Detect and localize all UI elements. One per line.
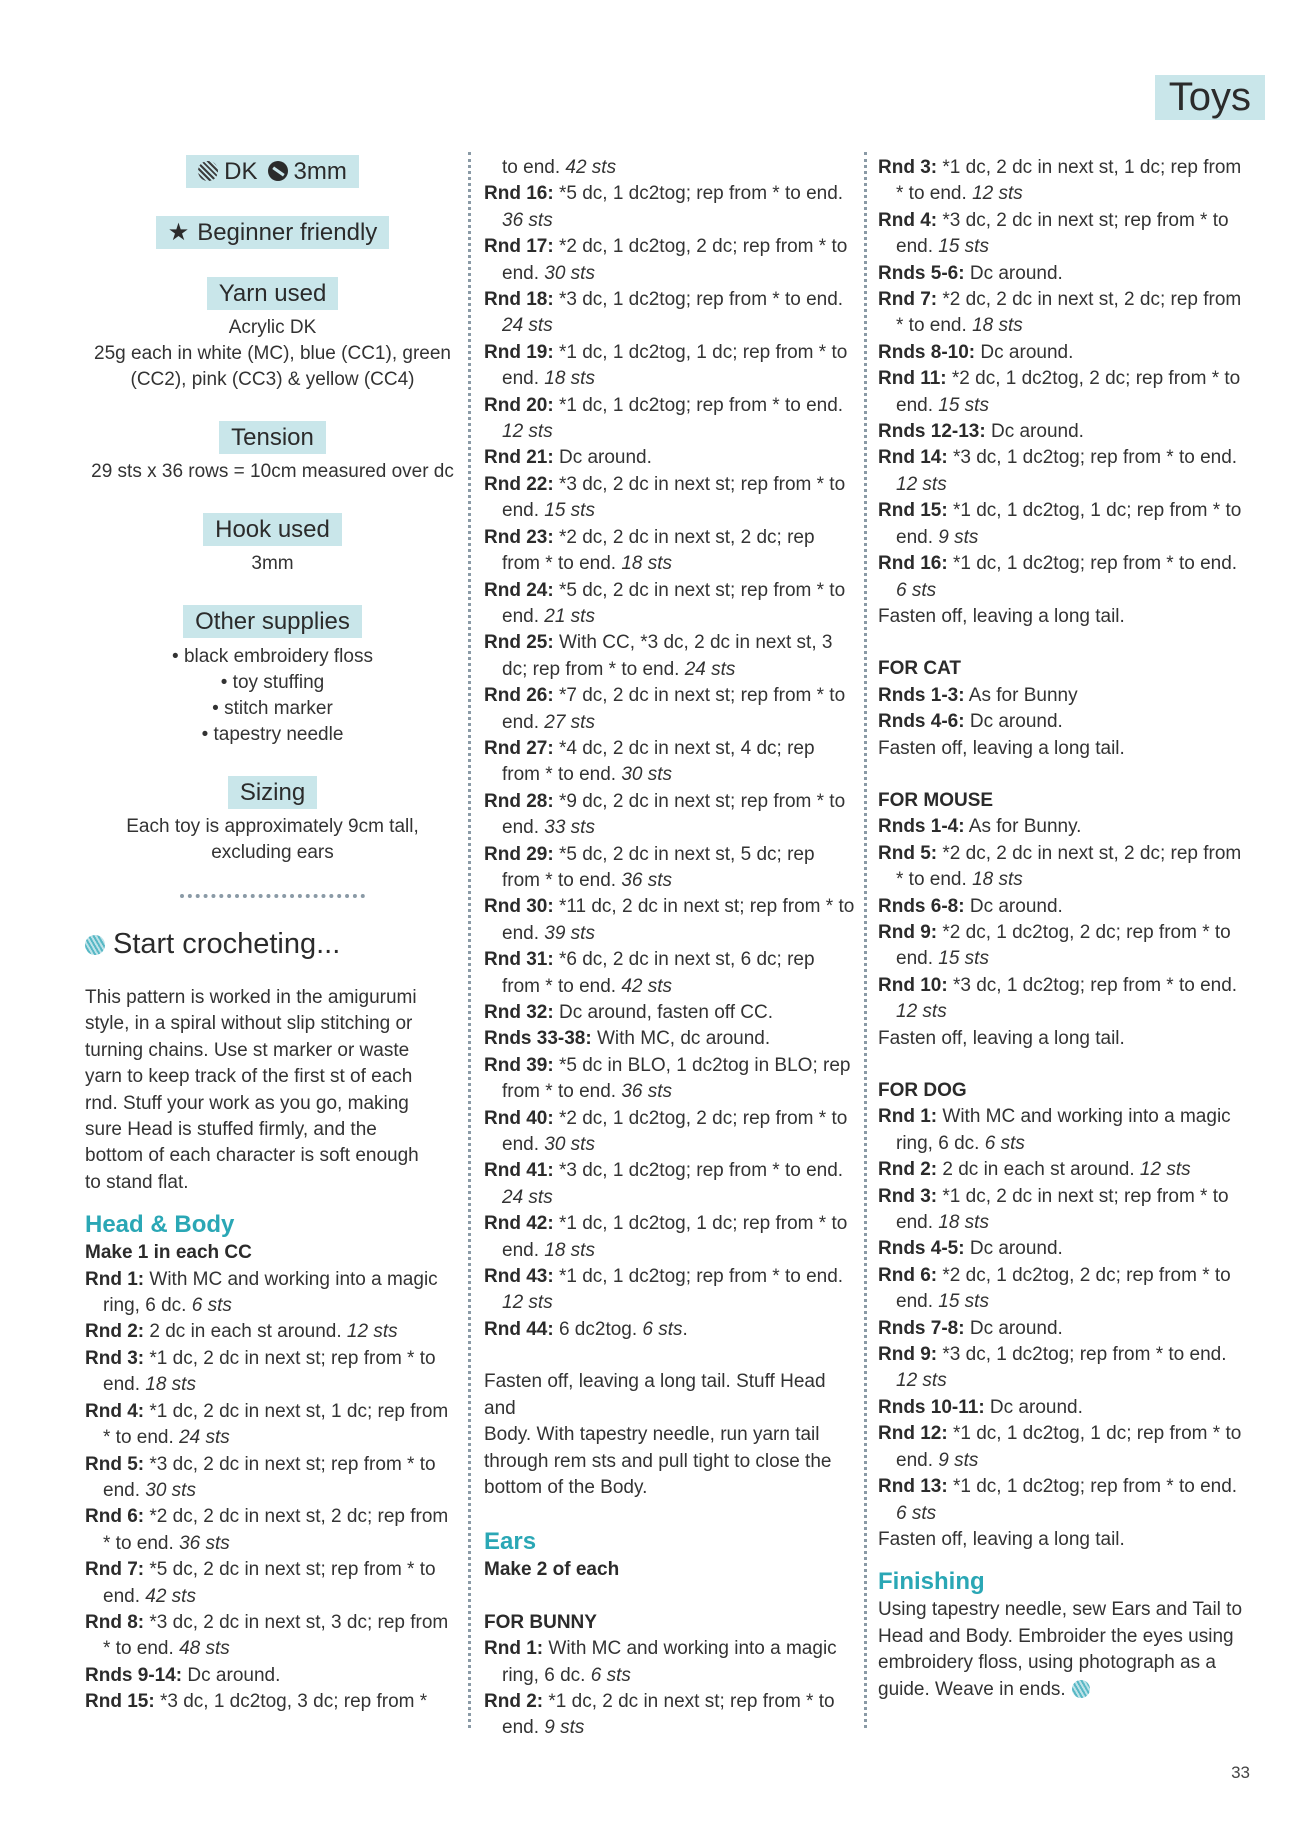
round-text: With MC and working into a magic ring, 6 dc. <box>896 1106 1231 1154</box>
round-label: Rnd 44: <box>484 1318 554 1340</box>
round-label: Rnds 4-5: <box>878 1238 965 1260</box>
round-label: Rnd 25: <box>484 632 554 654</box>
sizing-text: Each toy is approximately 9cm tall, excluding ears <box>126 816 419 863</box>
round-text: *2 dc, 1 dc2tog, 2 dc; rep from * to end. <box>896 368 1241 416</box>
round-text: *1 dc, 2 dc in next st; rep from * to end. <box>103 1347 436 1396</box>
round-list <box>878 1104 1250 1527</box>
round-label: Rnds 5-6: <box>878 262 965 284</box>
round-label: Rnd 27: <box>484 737 554 759</box>
instruction-round <box>878 261 1250 287</box>
round-text: *1 dc, 1 dc2tog, 1 dc; rep from * to end. <box>502 341 848 390</box>
stitch-count: 6 sts <box>984 1132 1025 1154</box>
round-label: Rnd 15: <box>878 500 948 522</box>
stitch-count: 24 sts <box>502 1186 553 1208</box>
instruction-round <box>484 1689 856 1742</box>
star-icon: ★ <box>167 219 190 246</box>
instruction-round <box>484 472 856 525</box>
list-item: • black embroidery floss <box>172 646 373 667</box>
round-label: Rnd 22: <box>484 473 554 495</box>
stitch-count: 12 sts <box>502 1292 553 1314</box>
stitch-count: 18 sts <box>621 553 673 575</box>
round-text: *3 dc, 2 dc in next st, 3 dc; rep from * to end. <box>103 1611 449 1660</box>
instruction-round <box>878 709 1250 735</box>
round-text: *2 dc, 1 dc2tog, 2 dc; rep from * to end. <box>896 921 1231 970</box>
sizing-heading: Sizing <box>228 776 317 809</box>
round-label: Rnd 43: <box>484 1266 554 1288</box>
round-label: Rnd 11: <box>878 368 947 390</box>
round-text: Dc around. <box>182 1664 281 1686</box>
round-text: 2 dc in each st around. <box>144 1321 347 1343</box>
stitch-count: 6 sts <box>896 579 937 601</box>
instruction-round <box>484 842 856 895</box>
round-label: Rnds 6-8: <box>878 895 965 917</box>
stitch-count: 12 sts <box>972 183 1023 205</box>
round-label: Rnd 21: <box>484 447 554 469</box>
stitch-count: 18 sts <box>938 1212 989 1234</box>
round-label: Rnds 12-13: <box>878 421 986 443</box>
instruction-round <box>878 1157 1250 1183</box>
round-label: Rnd 19: <box>484 341 554 363</box>
instruction-round <box>878 1316 1250 1342</box>
instruction-round <box>878 1104 1250 1157</box>
column-right <box>878 155 1250 1703</box>
instruction-round <box>484 789 856 842</box>
fasten-off-text: Fasten off, leaving a long tail. <box>878 1528 1125 1550</box>
round-suffix: . <box>682 1318 688 1340</box>
instruction-round <box>484 736 856 789</box>
mouse-heading: FOR MOUSE <box>878 789 994 811</box>
round-text: to end. <box>502 157 566 178</box>
round-label: Rnd 29: <box>484 843 554 865</box>
round-label: Rnd 3: <box>878 157 938 178</box>
instruction-round <box>878 551 1250 604</box>
round-label: Rnd 40: <box>484 1107 554 1129</box>
instruction-round <box>85 1663 460 1689</box>
round-label: Rnd 7: <box>878 289 938 311</box>
round-label: Rnd 7: <box>85 1559 145 1581</box>
round-label: Rnd 9: <box>878 1344 938 1366</box>
round-text: Dc around. <box>964 895 1063 917</box>
instruction-round <box>484 947 856 1000</box>
round-text: *7 dc, 2 dc in next st; rep from * to end. <box>502 685 846 733</box>
round-text: *2 dc, 1 dc2tog, 2 dc; rep from * to end. <box>896 1264 1231 1313</box>
round-label: Rnd 30: <box>484 896 554 918</box>
instruction-round <box>484 1264 856 1317</box>
round-text: *1 dc, 1 dc2tog; rep from * to end. <box>947 1476 1238 1498</box>
head-body-subtitle: Make 1 in each CC <box>85 1242 252 1264</box>
stitch-count: 42 sts <box>565 157 617 178</box>
round-text: *1 dc, 1 dc2tog, 1 dc; rep from * to end. <box>896 1423 1242 1471</box>
yarn-ball-icon <box>85 935 105 955</box>
instruction-round <box>85 1504 460 1557</box>
round-text: Dc around. <box>964 262 1063 284</box>
round-text: Dc around. <box>964 711 1063 733</box>
instruction-round <box>878 973 1250 1026</box>
round-text: *9 dc, 2 dc in next st; rep from * to end. <box>502 790 846 839</box>
instruction-round <box>878 894 1250 920</box>
instruction-round <box>484 287 856 340</box>
instruction-round <box>878 1236 1250 1262</box>
stitch-count: 6 sts <box>590 1664 631 1686</box>
round-text: *11 dc, 2 dc in next st; rep from * to end. <box>502 896 855 944</box>
ears-title: Ears <box>484 1528 537 1556</box>
instruction-round <box>85 1452 460 1505</box>
instruction-round <box>484 393 856 446</box>
round-text: *4 dc, 2 dc in next st, 4 dc; rep from * to end. <box>502 737 815 786</box>
instruction-round <box>484 1211 856 1264</box>
round-label: Rnd 5: <box>85 1453 145 1475</box>
round-text: *3 dc, 2 dc in next st; rep from * to end. <box>896 209 1229 258</box>
instruction-round <box>484 1158 856 1211</box>
round-text: With MC, dc around. <box>591 1028 771 1050</box>
level-badge <box>156 216 390 249</box>
cat-heading: FOR CAT <box>878 658 962 680</box>
round-text: *5 dc in BLO, 1 dc2tog in BLO; rep from * to end. <box>502 1054 851 1103</box>
instruction-round <box>484 578 856 631</box>
stitch-count: 30 sts <box>621 764 673 786</box>
round-text: *2 dc, 2 dc in next st, 2 dc; rep from * to end. <box>502 526 815 575</box>
round-label: Rnd 14: <box>878 447 948 469</box>
round-text: *5 dc, 1 dc2tog; rep from * to end. <box>553 183 844 205</box>
round-label: Rnd 41: <box>484 1160 554 1182</box>
round-label: Rnd 1: <box>484 1638 544 1660</box>
instruction-round <box>484 1106 856 1159</box>
round-text: As for Bunny <box>964 684 1078 706</box>
round-text: *2 dc, 2 dc in next st, 2 dc; rep from * to end. <box>896 842 1242 891</box>
round-label: Rnds 8-10: <box>878 341 976 363</box>
stitch-count: 39 sts <box>544 922 595 944</box>
fasten-off-text: Fasten off, leaving a long tail. <box>878 605 1125 627</box>
column-divider <box>468 152 471 1728</box>
stitch-count: 12 sts <box>346 1321 398 1343</box>
round-text: *1 dc, 1 dc2tog, 1 dc; rep from * to end. <box>502 1213 848 1261</box>
stitch-count: 18 sts <box>972 869 1023 891</box>
start-heading: Start crocheting... <box>85 928 460 961</box>
stitch-count: 42 sts <box>145 1585 196 1607</box>
round-label: Rnd 24: <box>484 579 554 601</box>
round-list <box>85 1267 460 1716</box>
round-text: *3 dc, 1 dc2tog; rep from * to end. <box>947 447 1238 469</box>
round-label: Rnd 4: <box>878 209 938 231</box>
round-text: *3 dc, 1 dc2tog; rep from * to end. <box>553 289 844 311</box>
round-text: As for Bunny. <box>964 816 1082 838</box>
stitch-count: 15 sts <box>544 500 595 522</box>
column-left <box>85 155 460 1716</box>
round-text: *3 dc, 2 dc in next st; rep from * to end. <box>502 473 846 522</box>
instruction-round <box>85 1610 460 1663</box>
round-label: Rnd 18: <box>484 289 554 311</box>
stitch-count: 36 sts <box>502 209 553 231</box>
round-text: With CC, *3 dc, 2 dc in next st, 3 dc; rep from * to end. <box>502 632 833 680</box>
list-item: • tapestry needle <box>201 724 344 745</box>
round-label: Rnd 16: <box>878 553 948 575</box>
instruction-round <box>878 208 1250 261</box>
round-label: Rnd 3: <box>85 1347 145 1369</box>
round-label: Rnd 6: <box>878 1264 938 1286</box>
round-label: Rnd 39: <box>484 1054 554 1076</box>
instruction-round <box>484 181 856 234</box>
column-middle <box>484 155 856 1742</box>
stitch-count: 6 sts <box>191 1295 232 1317</box>
round-list <box>878 683 1250 736</box>
instruction-round <box>484 683 856 736</box>
round-label: Rnd 2: <box>85 1321 145 1343</box>
stitch-count: 30 sts <box>544 262 595 284</box>
round-text: *1 dc, 1 dc2tog, 1 dc; rep from * to end. <box>896 500 1242 548</box>
round-label: Rnd 10: <box>878 974 948 996</box>
stitch-count: 27 sts <box>544 711 595 733</box>
round-label: Rnd 12: <box>878 1423 948 1445</box>
stitch-count: 15 sts <box>938 394 989 416</box>
round-label: Rnds 1-3: <box>878 684 965 706</box>
fasten-off-text: Fasten off, leaving a long tail. <box>878 737 1125 759</box>
stitch-count: 30 sts <box>544 1134 595 1156</box>
dog-heading: FOR DOG <box>878 1080 967 1101</box>
round-text: *5 dc, 2 dc in next st; rep from * to end. <box>103 1559 436 1607</box>
instruction-round <box>878 287 1250 340</box>
round-label: Rnds 9-14: <box>85 1664 183 1686</box>
stitch-count: 30 sts <box>145 1479 196 1501</box>
round-label: Rnd 13: <box>878 1476 948 1498</box>
round-text: *2 dc, 2 dc in next st, 2 dc; rep from * to end. <box>896 289 1242 337</box>
stitch-count: 12 sts <box>502 421 553 443</box>
round-text: Dc around. <box>553 447 652 469</box>
round-text: 6 dc2tog. <box>553 1318 643 1340</box>
intro-text: This pattern is worked in the amigurumi style, in a spiral without slip stitching or turning chains. Use st marker or waste yarn to keep track of the first st of each rnd. Stuff your work as you go, making sure Head is stuffed firmly, and the bottom of each character is soft enough to stand flat. <box>85 987 419 1193</box>
round-label: Rnd 9: <box>878 921 938 943</box>
round-text: With MC and working into a magic ring, 6 dc. <box>103 1268 438 1317</box>
instruction-round <box>85 1557 460 1610</box>
round-text: *2 dc, 1 dc2tog, 2 dc; rep from * to end. <box>502 236 848 284</box>
stitch-count: 12 sts <box>896 1370 947 1392</box>
round-label: Rnd 32: <box>484 1002 554 1023</box>
round-text: With MC and working into a magic ring, 6 dc. <box>502 1638 837 1686</box>
yarn-weight: DK <box>224 158 258 185</box>
round-text: *1 dc, 1 dc2tog; rep from * to end. <box>553 1266 844 1288</box>
tension-heading: Tension <box>219 421 326 454</box>
stitch-count: 36 sts <box>621 869 673 891</box>
round-label: Rnds 1-4: <box>878 816 965 838</box>
stitch-count: 15 sts <box>938 948 989 970</box>
instruction-round <box>878 1263 1250 1316</box>
round-label: Rnd 4: <box>85 1400 145 1422</box>
stitch-count: 36 sts <box>179 1532 230 1554</box>
stitch-count: 21 sts <box>544 605 595 627</box>
round-text: *3 dc, 2 dc in next st; rep from * to end. <box>103 1453 436 1501</box>
round-text: Dc around. <box>975 341 1074 363</box>
page-number: 33 <box>1231 1763 1250 1782</box>
round-list <box>878 814 1250 1025</box>
instruction-round <box>878 1395 1250 1421</box>
instruction-round <box>878 340 1250 366</box>
round-text: *1 dc, 2 dc in next st; rep from * to end. <box>896 1185 1229 1234</box>
round-label: Rnd 20: <box>484 394 554 416</box>
stitch-count: 24 sts <box>179 1427 230 1449</box>
instruction-round <box>484 340 856 393</box>
round-list <box>484 1636 856 1742</box>
round-text: *1 dc, 1 dc2tog; rep from * to end. <box>947 553 1238 575</box>
instruction-round <box>484 1317 856 1343</box>
stitch-count: 48 sts <box>179 1638 230 1660</box>
round-text: *3 dc, 1 dc2tog, 3 dc; rep from * <box>154 1691 428 1713</box>
stitch-count: 15 sts <box>938 1291 989 1313</box>
round-label: Rnd 31: <box>484 949 554 971</box>
round-text: *3 dc, 1 dc2tog; rep from * to end. <box>937 1344 1227 1366</box>
round-label: Rnds 33-38: <box>484 1028 592 1050</box>
round-list <box>484 155 856 1343</box>
round-label: Rnd 15: <box>85 1691 155 1713</box>
round-label: Rnd 26: <box>484 685 554 707</box>
instruction-round <box>878 419 1250 445</box>
instruction-round <box>85 1399 460 1452</box>
instruction-round <box>878 814 1250 840</box>
round-text: *2 dc, 1 dc2tog, 2 dc; rep from * to end. <box>502 1107 848 1156</box>
round-text: *1 dc, 1 dc2tog; rep from * to end. <box>553 394 844 416</box>
instruction-round <box>484 525 856 578</box>
instruction-round <box>878 841 1250 894</box>
instruction-round <box>878 366 1250 419</box>
other-supplies-heading: Other supplies <box>183 605 362 638</box>
stitch-count: 18 sts <box>972 315 1023 337</box>
stitch-count: 9 sts <box>544 1717 585 1739</box>
round-text: *2 dc, 2 dc in next st, 2 dc; rep from * to end. <box>103 1506 449 1554</box>
round-label: Rnds 7-8: <box>878 1317 965 1339</box>
instruction-round <box>878 1421 1250 1474</box>
round-label: Rnd 8: <box>85 1611 145 1633</box>
round-list <box>878 155 1250 604</box>
ears-subtitle: Make 2 of each <box>484 1559 620 1581</box>
stitch-count: 12 sts <box>896 473 947 495</box>
round-text: Dc around. <box>964 1317 1063 1339</box>
instruction-round <box>85 1346 460 1399</box>
bunny-heading: FOR BUNNY <box>484 1611 597 1633</box>
round-text: *5 dc, 2 dc in next st, 5 dc; rep from * to end. <box>502 843 815 891</box>
round-text: *1 dc, 2 dc in next st; rep from * to end. <box>502 1690 835 1739</box>
closing-text: Fasten off, leaving a long tail. Stuff Head and Body. With tapestry needle, run yarn tail through rem sts and pull tight to close the bottom of the Body. <box>484 1371 832 1498</box>
round-text: Dc around. <box>964 1238 1063 1260</box>
round-label: Rnds 4-6: <box>878 711 965 733</box>
stitch-count: 36 sts <box>621 1081 673 1103</box>
stitch-count: 6 sts <box>642 1318 683 1340</box>
level-label: Beginner friendly <box>197 219 378 246</box>
finishing-title: Finishing <box>878 1568 985 1596</box>
yarn-used-text: Acrylic DK 25g each in white (MC), blue (CC1), green (CC2), pink (CC3) & yellow (CC4) <box>94 317 451 390</box>
round-text: *5 dc, 2 dc in next st; rep from * to end. <box>502 579 846 627</box>
column-divider <box>864 152 867 1728</box>
round-text: *3 dc, 1 dc2tog; rep from * to end. <box>947 974 1238 996</box>
instruction-round <box>878 683 1250 709</box>
instruction-round <box>878 1184 1250 1237</box>
stitch-count: 18 sts <box>544 368 595 390</box>
hook-used-heading: Hook used <box>203 513 342 546</box>
section-tag: Toys <box>1155 75 1265 120</box>
round-label: Rnd 42: <box>484 1213 554 1235</box>
hook-icon <box>268 161 288 181</box>
head-body-title: Head & Body <box>85 1211 235 1239</box>
stitch-count: 6 sts <box>896 1502 937 1524</box>
stitch-count: 24 sts <box>684 658 736 680</box>
stitch-count: 18 sts <box>145 1374 196 1396</box>
instruction-round <box>878 1342 1250 1395</box>
round-label: Rnd 17: <box>484 236 554 258</box>
yarn-ball-icon <box>198 161 218 181</box>
instruction-round <box>878 155 1250 208</box>
round-label: Rnd 16: <box>484 183 554 205</box>
round-label: Rnd 1: <box>878 1106 938 1128</box>
stitch-count: 12 sts <box>1139 1159 1191 1181</box>
round-text: Dc around. <box>984 1396 1083 1418</box>
instruction-round <box>484 1026 856 1052</box>
list-item: • toy stuffing <box>220 672 325 693</box>
round-text: Dc around, fasten off CC. <box>553 1002 774 1023</box>
supplies-list <box>85 644 460 748</box>
instruction-round <box>878 445 1250 498</box>
round-text: Dc around. <box>985 421 1084 443</box>
stitch-count: 12 sts <box>896 1001 947 1023</box>
instruction-round <box>85 1267 460 1320</box>
stitch-count: 9 sts <box>938 1449 979 1471</box>
finishing-text: Using tapestry needle, sew Ears and Tail to Head and Body. Embroider the eyes using embroidery floss, using photograph as a guide. Weave in ends. <box>878 1599 1243 1700</box>
hook-size: 3mm <box>293 158 347 185</box>
instruction-round <box>878 498 1250 551</box>
stitch-count: 9 sts <box>938 526 979 548</box>
yarn-ball-icon <box>1072 1680 1090 1698</box>
yarn-weight-badge <box>186 155 359 188</box>
round-label: Rnd 2: <box>878 1159 938 1181</box>
round-text: *1 dc, 2 dc in next st, 1 dc; rep from * to end. <box>896 157 1242 205</box>
yarn-used-heading: Yarn used <box>207 277 339 310</box>
stitch-count: 18 sts <box>544 1239 595 1261</box>
stitch-count: 15 sts <box>938 236 989 258</box>
instruction-round <box>484 445 856 471</box>
instruction-round <box>484 234 856 287</box>
round-text: *6 dc, 2 dc in next st, 6 dc; rep from * to end. <box>502 949 815 997</box>
instruction-round <box>85 1689 460 1715</box>
round-label: Rnd 1: <box>85 1268 145 1290</box>
instruction-round <box>484 1636 856 1689</box>
instruction-round <box>484 630 856 683</box>
instruction-round <box>484 1053 856 1106</box>
hook-used-text: 3mm <box>251 553 294 574</box>
stitch-count: 42 sts <box>621 975 673 997</box>
round-label: Rnd 28: <box>484 790 554 812</box>
stitch-count: 33 sts <box>544 817 595 839</box>
round-label: Rnd 2: <box>484 1690 544 1712</box>
round-label: Rnds 10-11: <box>878 1396 985 1418</box>
list-item: • stitch marker <box>212 698 333 719</box>
instruction-round <box>484 1000 856 1026</box>
round-label: Rnd 6: <box>85 1506 145 1528</box>
dotted-separator <box>180 894 365 898</box>
fasten-off-text: Fasten off, leaving a long tail. <box>878 1027 1125 1049</box>
round-text: 2 dc in each st around. <box>937 1159 1140 1181</box>
instruction-round <box>878 920 1250 973</box>
round-text: *1 dc, 2 dc in next st, 1 dc; rep from * to end. <box>103 1400 449 1449</box>
stitch-count: 24 sts <box>502 315 553 337</box>
round-label: Rnd 23: <box>484 526 554 548</box>
round-label: Rnd 3: <box>878 1185 938 1207</box>
round-label: Rnd 5: <box>878 842 938 864</box>
instruction-round <box>85 1319 460 1345</box>
tension-text: 29 sts x 36 rows = 10cm measured over dc <box>91 461 454 482</box>
instruction-round <box>484 894 856 947</box>
instruction-round <box>484 155 856 181</box>
round-text: *3 dc, 1 dc2tog; rep from * to end. <box>553 1160 844 1182</box>
instruction-round <box>878 1474 1250 1527</box>
spec-block <box>85 155 460 898</box>
